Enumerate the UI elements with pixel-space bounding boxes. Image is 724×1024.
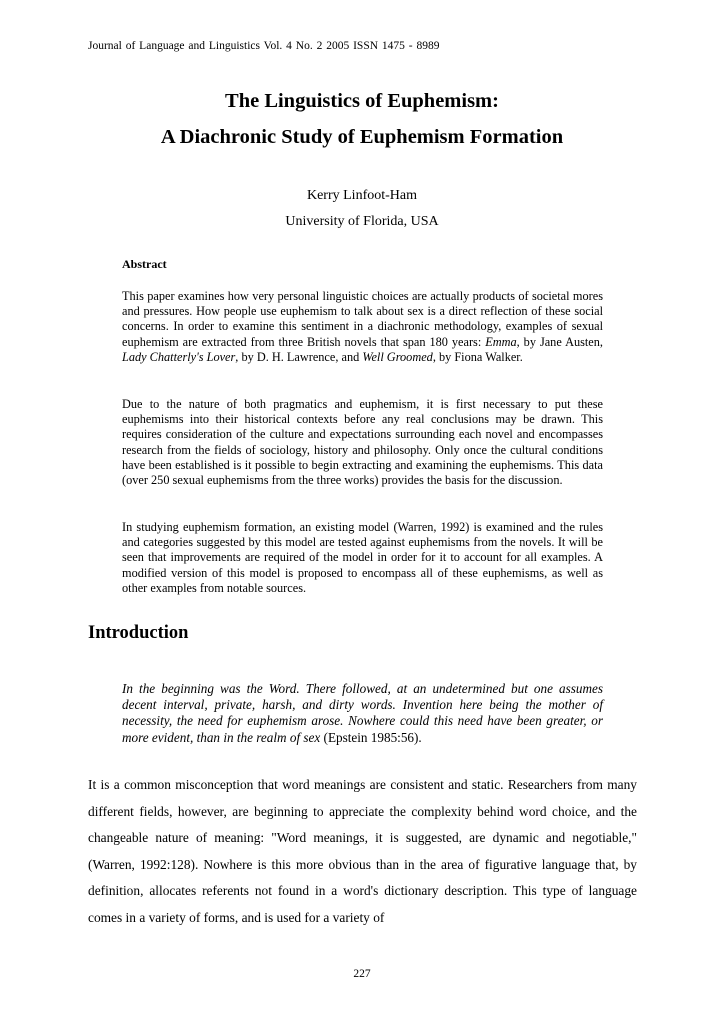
paper-title-line-2: A Diachronic Study of Euphemism Formation bbox=[160, 126, 564, 148]
book-title-emma: Emma bbox=[485, 334, 517, 349]
epigraph-citation: (Epstein 1985:56). bbox=[320, 729, 422, 745]
epigraph-quote bbox=[122, 681, 603, 746]
abstract-p1-text-b: , by Jane Austen, bbox=[516, 334, 603, 349]
abstract-paragraph-1 bbox=[122, 289, 603, 365]
abstract-p1-text-a: This paper examines how very personal linguistic choices are actually products of societal mores and pressures. How people use euphemism to talk about sex is a direct reflection of these social concerns. In order to examine this sentiment in a diachronic methodology, examples of sexual euphemism are extracted from three British novels that span 180 years: bbox=[122, 289, 603, 349]
running-head: Journal of Language and Linguistics Vol. 4 No. 2 2005 ISSN 1475 - 8989 bbox=[88, 40, 440, 52]
abstract-p1-text-d: , by Fiona Walker. bbox=[432, 349, 523, 364]
abstract-heading: Abstract bbox=[122, 257, 167, 271]
abstract-paragraph-2: Due to the nature of both pragmatics and euphemism, it is first necessary to put these euphemisms into their historical contexts before any real conclusions may be drawn. This requires consideration of the culture and expectations surrounding each novel and encompasses research from the fields of sociology, history and philosophy. Only once the cultural conditions have been established is it possible to begin extracting and examining the euphemisms. This data (over 250 sexual euphemisms from the three works) provides the basis for the discussion. bbox=[122, 397, 603, 488]
section-heading-introduction: Introduction bbox=[88, 623, 189, 643]
author-affiliation: University of Florida, USA bbox=[285, 214, 439, 229]
paper-title-line-1: The Linguistics of Euphemism: bbox=[225, 90, 499, 112]
book-title-lady-chatterly: Lady Chatterly's Lover bbox=[122, 349, 236, 364]
epigraph-quote-text: In the beginning was the Word. There followed, at an undetermined but one assumes decent interval, private, harsh, and dirty words. Invention here being the mother of necessity, the need for euphemism arose. Nowhere could this need have been greater, or more evident, than in the realm of sex bbox=[122, 681, 603, 745]
abstract-paragraph-3: In studying euphemism formation, an existing model (Warren, 1992) is examined and the rules and categories suggested by this model are tested against euphemisms from the novels. It will be seen that improvements are required of the model in order for it to account for all examples. A modified version of this model is proposed to encompass all of these euphemisms, as well as other examples from notable sources. bbox=[122, 520, 603, 595]
page-number: 227 bbox=[353, 968, 371, 980]
book-title-well-groomed: Well Groomed bbox=[362, 349, 433, 364]
author-name: Kerry Linfoot-Ham bbox=[306, 188, 418, 203]
introduction-body-paragraph: It is a common misconception that word meanings are consistent and static. Researchers from many different fields, however, are beginning to appreciate the complexity behind word choice, and the changeable nature of meaning: "Word meanings, it is suggested, are dynamic and negotiable," (Warren, 1992:128). Nowhere is this more obvious than in the area of figurative language that, by definition, allocates referents not found in a word's dictionary description. This type of language comes in a variety of forms, and is used for a variety of bbox=[88, 777, 637, 925]
abstract-p1-text-c: , by D. H. Lawrence, and bbox=[235, 349, 363, 364]
